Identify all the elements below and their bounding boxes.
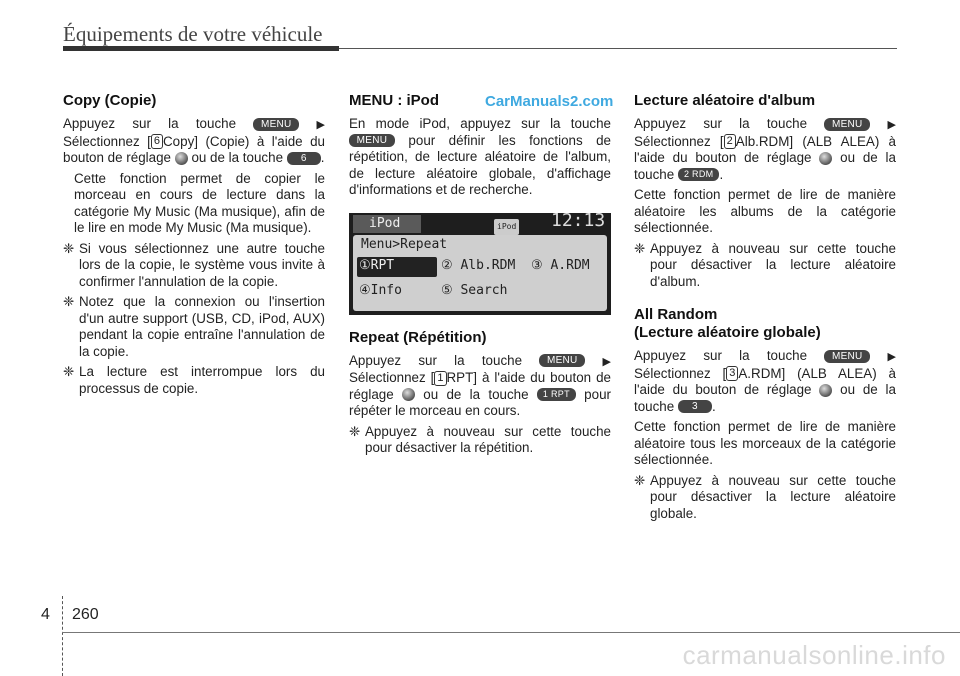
all-random-text: ou de la touche <box>634 382 896 414</box>
repeat-text: ou de la touche <box>423 386 529 402</box>
footer-rule <box>62 632 960 633</box>
album-random-text: Alb.RDM] (ALB ALEA) à l'aide du bouton de réglage <box>634 133 896 165</box>
all-random-text: A.RDM] (ALB ALEA) à l'aide du bouton de réglage <box>634 365 896 397</box>
menu-instructions <box>349 116 611 199</box>
arrow-right-icon: ▶ <box>887 351 896 363</box>
menu-text: pour définir les fonctions de répétition, de lecture aléatoire de l'album, de lecture aléatoire globale, d'affichage d'informations et de recherche. <box>349 132 611 197</box>
copy-text: Sélectionnez [ <box>63 133 151 149</box>
key-3-icon: 3 <box>678 400 712 413</box>
album-random-instructions <box>634 116 896 183</box>
note-item <box>63 294 325 360</box>
note-icon: ❈ <box>63 364 75 379</box>
screen-breadcrumb: Menu>Repeat <box>361 236 448 252</box>
note-item <box>634 473 896 523</box>
note-text: Notez que la connexion ou l'insertion d'un autre support (USB, CD, iPod, AUX) pendant la copie entraîne l'annulation de la copie. <box>79 294 325 359</box>
copy-instructions <box>63 116 325 167</box>
note-item <box>634 241 896 291</box>
section-title-menu-ipod: MENU : iPod <box>349 92 439 109</box>
note-item <box>349 424 611 457</box>
menu-key-icon: MENU <box>824 350 870 363</box>
tune-knob-icon <box>819 152 832 165</box>
section-title-copy: Copy (Copie) <box>63 92 157 109</box>
number-box-icon: 3 <box>726 366 738 381</box>
screen-item-rpt: ①RPT <box>359 257 395 273</box>
section-subtitle-all-random: (Lecture aléatoire globale) <box>634 324 821 341</box>
note-item <box>63 364 325 397</box>
tune-knob-icon <box>819 384 832 397</box>
repeat-text: Appuyez sur la touche <box>349 352 523 368</box>
repeat-instructions <box>349 353 611 420</box>
note-icon: ❈ <box>634 472 646 488</box>
ipod-screen-image <box>349 209 611 315</box>
copy-text: Appuyez sur la touche <box>63 116 237 131</box>
menu-key-icon: MENU <box>824 118 870 131</box>
copy-description: Cette fonction permet de copier le morceau en cours de lecture dans la catégorie My Music (Ma musique), afin de le lire en mode My Music (Ma musique). <box>74 170 325 235</box>
menu-text: En mode iPod, appuyez sur la touche <box>349 116 611 131</box>
section-title-repeat: Repeat (Répétition) <box>349 328 487 346</box>
screen-tab: iPod <box>353 215 421 233</box>
all-random-text: Sélectionnez [ <box>634 365 727 381</box>
all-random-text: . <box>711 398 716 414</box>
section-title-all-random: All Random <box>634 306 718 323</box>
number-box-icon: 1 <box>434 371 446 386</box>
note-text: Appuyez à nouveau sur cette touche pour désactiver la répétition. <box>365 423 611 455</box>
tune-knob-icon <box>175 152 188 165</box>
header-rule <box>339 48 897 49</box>
screen-item-search: ⑤ Search <box>441 282 508 298</box>
footer-watermark[interactable]: carmanualsonline.info <box>682 640 946 670</box>
all-random-text: Appuyez sur la touche <box>634 348 808 363</box>
watermark-link[interactable]: CarManuals2.com <box>485 93 614 110</box>
screen-clock: 12:13 <box>551 209 606 231</box>
menu-key-icon: MENU <box>253 118 299 131</box>
number-box-icon: 6 <box>151 134 163 149</box>
album-random-text: Sélectionnez [ <box>634 133 724 149</box>
chapter-number: 4 <box>41 606 50 623</box>
tune-knob-icon <box>402 388 415 401</box>
menu-key-icon: MENU <box>539 354 585 367</box>
copy-text: Copy] (Copie) à l'aide du bouton de réglage <box>63 133 325 165</box>
arrow-right-icon: ▶ <box>602 355 611 368</box>
album-random-description: Cette fonction permet de lire de manière aléatoire les albums de la catégorie sélectionnée. <box>634 187 896 235</box>
key-2-rdm-icon: 2 RDM <box>678 168 720 181</box>
note-text: La lecture est interrompue lors du processus de copie. <box>79 364 325 396</box>
note-icon: ❈ <box>349 423 361 439</box>
note-item <box>63 241 325 291</box>
copy-text: . <box>320 150 325 165</box>
all-random-description: Cette fonction permet de lire de manière aléatoire tous les morceaux de la catégorie sélectionnée. <box>634 419 896 467</box>
arrow-right-icon: ▶ <box>887 119 896 131</box>
key-1-rpt-icon: 1 RPT <box>537 388 576 401</box>
album-random-text: ou de la touche <box>634 150 896 182</box>
key-6-icon: 6 <box>287 152 321 165</box>
copy-text: ou de la touche <box>191 150 284 165</box>
page-header-title: Équipements de votre véhicule <box>63 22 323 46</box>
album-random-text: Appuyez sur la touche <box>634 116 808 131</box>
note-icon: ❈ <box>63 240 75 256</box>
section-title-album-random: Lecture aléatoire d'album <box>634 92 816 109</box>
page-number: 260 <box>72 606 99 623</box>
header-bar <box>63 46 339 51</box>
all-random-instructions <box>634 348 896 415</box>
screen-item-info: ④Info <box>359 282 402 298</box>
note-text: Appuyez à nouveau sur cette touche pour désactiver la lecture aléatoire globale. <box>650 472 896 521</box>
ipod-logo-icon: iPod <box>494 219 519 236</box>
repeat-text: RPT] à l'aide du bouton de réglage <box>349 370 611 402</box>
album-random-text: . <box>719 166 724 182</box>
number-box-icon: 2 <box>724 134 736 149</box>
screen-item-alb-rdm: ② Alb.RDM <box>441 257 516 273</box>
note-text: Si vous sélectionnez une autre touche lors de la copie, le système vous invite à confirmer l'annulation de la copie. <box>79 240 325 289</box>
menu-key-icon: MENU <box>349 134 395 147</box>
column-menu-ipod <box>349 92 614 461</box>
repeat-text: pour répéter le morceau en cours. <box>349 386 611 418</box>
footer-divider <box>62 596 64 676</box>
column-copy <box>63 92 325 401</box>
arrow-right-icon: ▶ <box>316 119 325 131</box>
repeat-text: Sélectionnez [ <box>349 370 435 385</box>
column-random <box>634 92 896 526</box>
note-icon: ❈ <box>634 240 646 256</box>
note-icon: ❈ <box>63 294 75 309</box>
note-text: Appuyez à nouveau sur cette touche pour désactiver la lecture aléatoire d'album. <box>650 240 896 289</box>
screen-item-a-rdm: ③ A.RDM <box>531 257 590 273</box>
